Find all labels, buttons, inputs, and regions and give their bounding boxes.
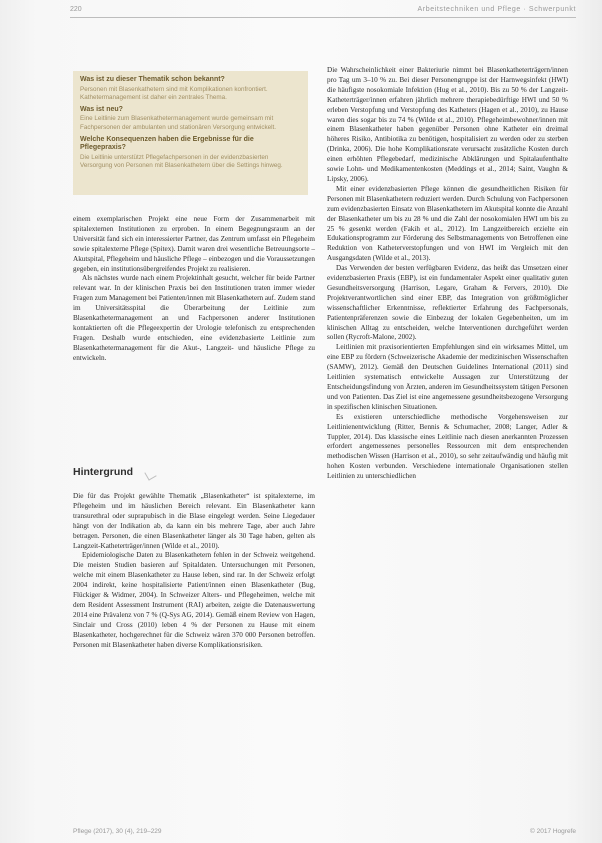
box-answer: Personen mit Blasenkathetern sind mit Komplikationen konfrontiert. Kathetermanagement ist daher ein zentrales Thema. xyxy=(80,85,268,101)
right-column xyxy=(327,66,568,482)
box-answer: Eine Leitlinie zum Blasenkathetermanagement wurde gemeinsam mit Fachpersonen der ambulanten und stationären Versorgung entwickelt. xyxy=(80,115,277,131)
paragraph: einem exemplarischen Projekt eine neue Form der Zusammenarbeit mit spitalexternen Institutionen zu erproben. In einem Begegnungsraum an der Universität fand sich ein interessierter Partner, das Zentrum umfasst ein Pflegeheim sowie spitalexterne Pflege (Spitex). Damit waren drei wesentliche Betreuungsorte – Akutspital, Pflegeheim und häusliche Pflege – einbezogen und die Voraussetzungen gegeben, ein institutionsübergreifendes Projekt zu realisieren. xyxy=(73,215,315,273)
left-column-bottom xyxy=(73,492,315,651)
left-column-top xyxy=(73,215,315,364)
header-rule xyxy=(70,17,576,18)
box-question: Was ist neu? xyxy=(80,105,123,113)
pen-mark-icon xyxy=(144,468,156,480)
box-answer: Die Leitlinie unterstützt Pflegefachpersonen in der evidenzbasierten Versorgung von Personen mit Blasenkathetern über die Settings hinweg. xyxy=(80,153,283,170)
journal-citation: Pflege (2017), 30 (4), 219–229 xyxy=(73,828,162,835)
paragraph: Die für das Projekt gewählte Thematik „Blasenkatheter“ ist spitalexterne, im Pflegeheim und im häuslichen Bereich relevant. Ein Blasenkatheter kann transurethral oder suprapubisch in die Blase eingelegt werden. Seine Liegedauer hängt von der Indikation ab, da kann ein bis mehrere Tage, aber auch Jahre betragen. Personen, die einen Blasenkatheter länger als 30 Tage haben, gelten als Langzeit-Katheterträger/innen (Wilde et al., 2010). xyxy=(73,492,315,550)
publisher: © 2017 Hogrefe xyxy=(530,828,576,835)
paragraph: Leitlinien mit praxisorientierten Empfehlungen sind ein wirksames Mittel, um eine EBP zu fördern (Schweizerische Akademie der medizinischen Wissenschaften (SAMW), 2012). Gemäß den Deutschen Guidelines International (2011) sind Leitlinien systematisch entwickelte Aussagen zur Unterstützung der Entscheidungsfindung von Ärzten, anderen im Gesundheitssystem tätigen Personen und von Patienten. Das Ziel ist eine angemessene gesundheitsbezogene Versorgung in spezifischen klinischen Situationen. xyxy=(327,343,568,411)
paragraph: Das Verwenden der besten verfügbaren Evidenz, das heißt das Umsetzen einer evidenzbasierten Praxis (EBP), ist ein fundamentaler Aspekt einer qualitativ guten Gesundheitsversorgung (Harrison, Legare, Graham & Fervers, 2010). Die Projektverantwortlichen sind einer EBP, das Integration von größtmöglicher wissenschaftlicher Erkenntnisse, reflektierter Erfahrung des Fachpersonals, Patientenpräferenzen sowie die Einbezug der lokalen Gegebenheiten, um im klinischen Alltag zu entscheiden, welche Interventionen durchgeführt werden sollen (Rycroft-Malone, 2002). xyxy=(327,264,568,342)
page-number: 220 xyxy=(70,6,82,13)
paragraph: Mit einer evidenzbasierten Pflege können die gesundheitlichen Risiken für Personen mit Blasenkathetern reduziert werden. Durch Schulung von Fachpersonen zum evidenzbasierten Einsatz von Blasenkathetern im Akutspital konnte die Anzahl der Blasenkatheter um bis zu 28 % und die Zahl der nosokomialen HWI um bis zu 25 % gesenkt werden (Fakih et al., 2012). Im Langzeitbereich erzielte ein Edukationsprogramm zur Förderung des Selbstmanagements von Betroffenen eine Reduktion von Katheterverstopfungen und von HWI im Vergleich mit den Ausgangsdaten (Wilde et al., 2013). xyxy=(327,184,568,263)
running-title: Arbeitstechniken und Pflege · Schwerpunkt xyxy=(417,6,576,13)
section-heading: Hintergrund xyxy=(73,466,134,478)
paragraph: Die Wahrscheinlichkeit einer Bakteriurie nimmt bei Blasenkatheterträgern/innen pro Tag um 3–10 % zu. Bei dieser Personengruppe ist der Harnwegsinfekt (HWI) die häufigste nosokomiale Infektion (Hug et al., 2010). Bis zu 50 % der Langzeit-Katheterträger/innen erfahren jährlich mehrere therapiebedürftige HWI und 50 % erleben Verstopfung und Verstopfung des Katheters (Hagen et al., 2010), zu Hause waren dies sogar bis zu 74 % (Wilde et al., 2010). Pflegeheimbewohner/innen mit einem Blasenkatheter haben gegenüber Personen ohne Katheter ein dreimal höheres Risiko, Antibiotika zu benötigen, hospitalisiert zu werden oder zu sterben (Drinka, 2006). Die hohe Komplikationsrate verursacht zusätzliche Kosten durch einen erhöhten Pflegebedarf, medizinische Abklärungen und Spitalaufenthalte sowie Lohn- und Medikamentenkosten (Meddings et al., 2014; Saint, Vaughn & Lipsky, 2006). xyxy=(327,66,568,183)
page-header xyxy=(70,4,576,18)
page-footer xyxy=(73,828,576,835)
paragraph: Epidemiologische Daten zu Blasenkathetern fehlen in der Schweiz weitgehend. Die meisten Studien basieren auf Spitaldaten. Untersuchungen mit Personen, welche mit einem Blasenkatheter zu Hause leben, sind rar. In der Schweiz erfolgt 2004 indirekt, keine hospitalisierte Patient/innen einen Blasenkatheter (Bug, Flückiger & Widmer, 2004). In Schweizer Alters- und Pflegeheimen, welche mit dem Resident Assessment Instrument (RAI) arbeiten, zeigte die Datenauswertung 2014 eine Prävalenz von 7 % (Q-Sys AG, 2014). Gemäß einem Review von Hagen, Sinclair und Cross (2010) leben 4 % der Personen zu Hause mit einem Blasenkatheter, hochgerechnet für die Schweiz wären 370 000 Personen betroffen. Personen mit Blasenkatheter haben diverse Komplikationsrisiken. xyxy=(73,551,315,649)
paragraph: Als nächstes wurde nach einem Projektinhalt gesucht, welcher für beide Partner relevant war. In der klinischen Praxis bei den Institutionen traten immer wieder Fragen zum Management bei Patienten/innen mit Blasenkathetern auf. Zudem stand im Universitätsspital die Überarbeitung der Leitlinie zum Blasenkathetermanagement an und Fachpersonen anderer Institutionen kontaktierten oft die Pflegeexpertin der Urologie telefonisch zu entsprechenden Fragen. Deshalb wurde entschieden, eine evidenzbasierte Leitlinie zum Blasenkathetermanagement für die Akut-, Langzeit- und häusliche Pflege zu entwickeln. xyxy=(73,274,315,362)
box-question: Was ist zu dieser Thematik schon bekannt? xyxy=(80,76,225,83)
key-questions-box xyxy=(73,71,308,195)
box-question: Welche Konsequenzen haben die Ergebnisse für die Pflegepraxis? xyxy=(80,135,254,152)
paragraph: Es existieren unterschiedliche methodische Vorgehensweisen zur Leitlinienentwicklung (Ritter, Bennis & Schumacher, 2008; Langer, Adler & Tuppler, 2014). Das klassische eines Leitlinie nach diesen anerkannten Prozessen erfordert angemessenes personelles Ressourcen mit dem entsprechenden methodischen Wissen (Harrison et al., 2010), so sehr zeitaufwändig und häufig mit hohen Kosten verbunden. Verschiedene internationale Organisationen stellen Leitlinien zu unterschiedlichen xyxy=(327,412,568,481)
